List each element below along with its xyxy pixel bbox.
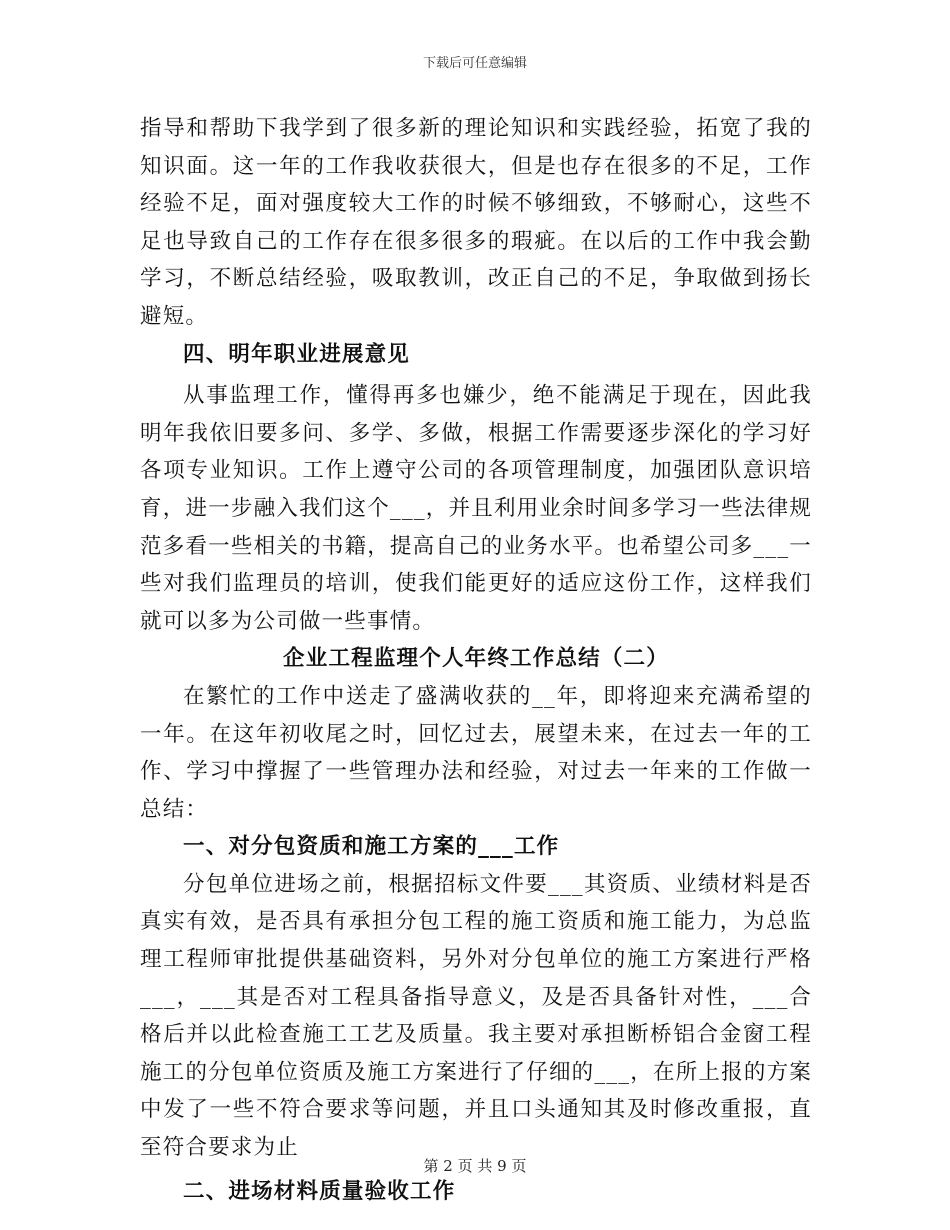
page-header: 下载后可任意编辑	[422, 56, 527, 71]
document-title-2: 企业工程监理个人年终工作总结（二）	[283, 646, 669, 672]
section-heading-4: 四、明年职业进展意见	[183, 341, 411, 367]
section-heading-2: 二、进场材料质量验收工作	[183, 1178, 456, 1204]
paragraph-career-plan: 从事监理工作，懂得再多也嫌少，绝不能满足于现在，因此我明年我依旧要多问、多学、多做，根据工作需要逐步深化的学习好各项专业知识。工作上遵守公司的各项管理制度，加强团队意识培育，进一步融入我们这个___，并且利用业余时间多学习一些法律规范多看一些相关的书籍，提高自己的业务水平。也希望公司多___一些对我们监理员的培训，使我们能更好的适应这份工作，这样我们就可以多为公司做一些事情。	[140, 383, 812, 634]
paragraph-subcontractor: 分包单位进场之前，根据招标文件要___其资质、业绩材料是否真实有效，是否具有承担分包工程的施工资质和施工能力，为总监理工程师审批提供基础资料，另外对分包单位的施工方案进行严格___，___其是否对工程具备指导意义，及是否具备针对性，___合格后并以此检查施工工艺及质量。我主要对承担断桥铝合金窗工程施工的分包单位资质及施工方案进行了仔细的___，在所上报的方案中发了一些不符合要求等问题，并且口头通知其及时修改重报，直至符合要求为止	[140, 871, 812, 1161]
page-number: 第 2 页 共 9 页	[423, 1157, 527, 1175]
paragraph-intro: 在繁忙的工作中送走了盛满收获的__年，即将迎来充满希望的一年。在这年初收尾之时，回忆过去，展望未来，在过去一年的工作、学习中撑握了一些管理办法和经验，对过去一年来的工作做一总结：	[140, 683, 812, 822]
section-heading-1: 一、对分包资质和施工方案的___工作	[183, 834, 560, 860]
document-body	[140, 110, 812, 1210]
paragraph-continued: 指导和帮助下我学到了很多新的理论知识和实践经验，拓宽了我的知识面。这一年的工作我收获很大，但是也存在很多的不足，工作经验不足，面对强度较大工作的时候不够细致，不够耐心，这些不足也导致自己的工作存在很多很多的瑕疵。在以后的工作中我会勤学习，不断总结经验，吸取教训，改正自己的不足，争取做到扬长避短。	[140, 116, 812, 329]
